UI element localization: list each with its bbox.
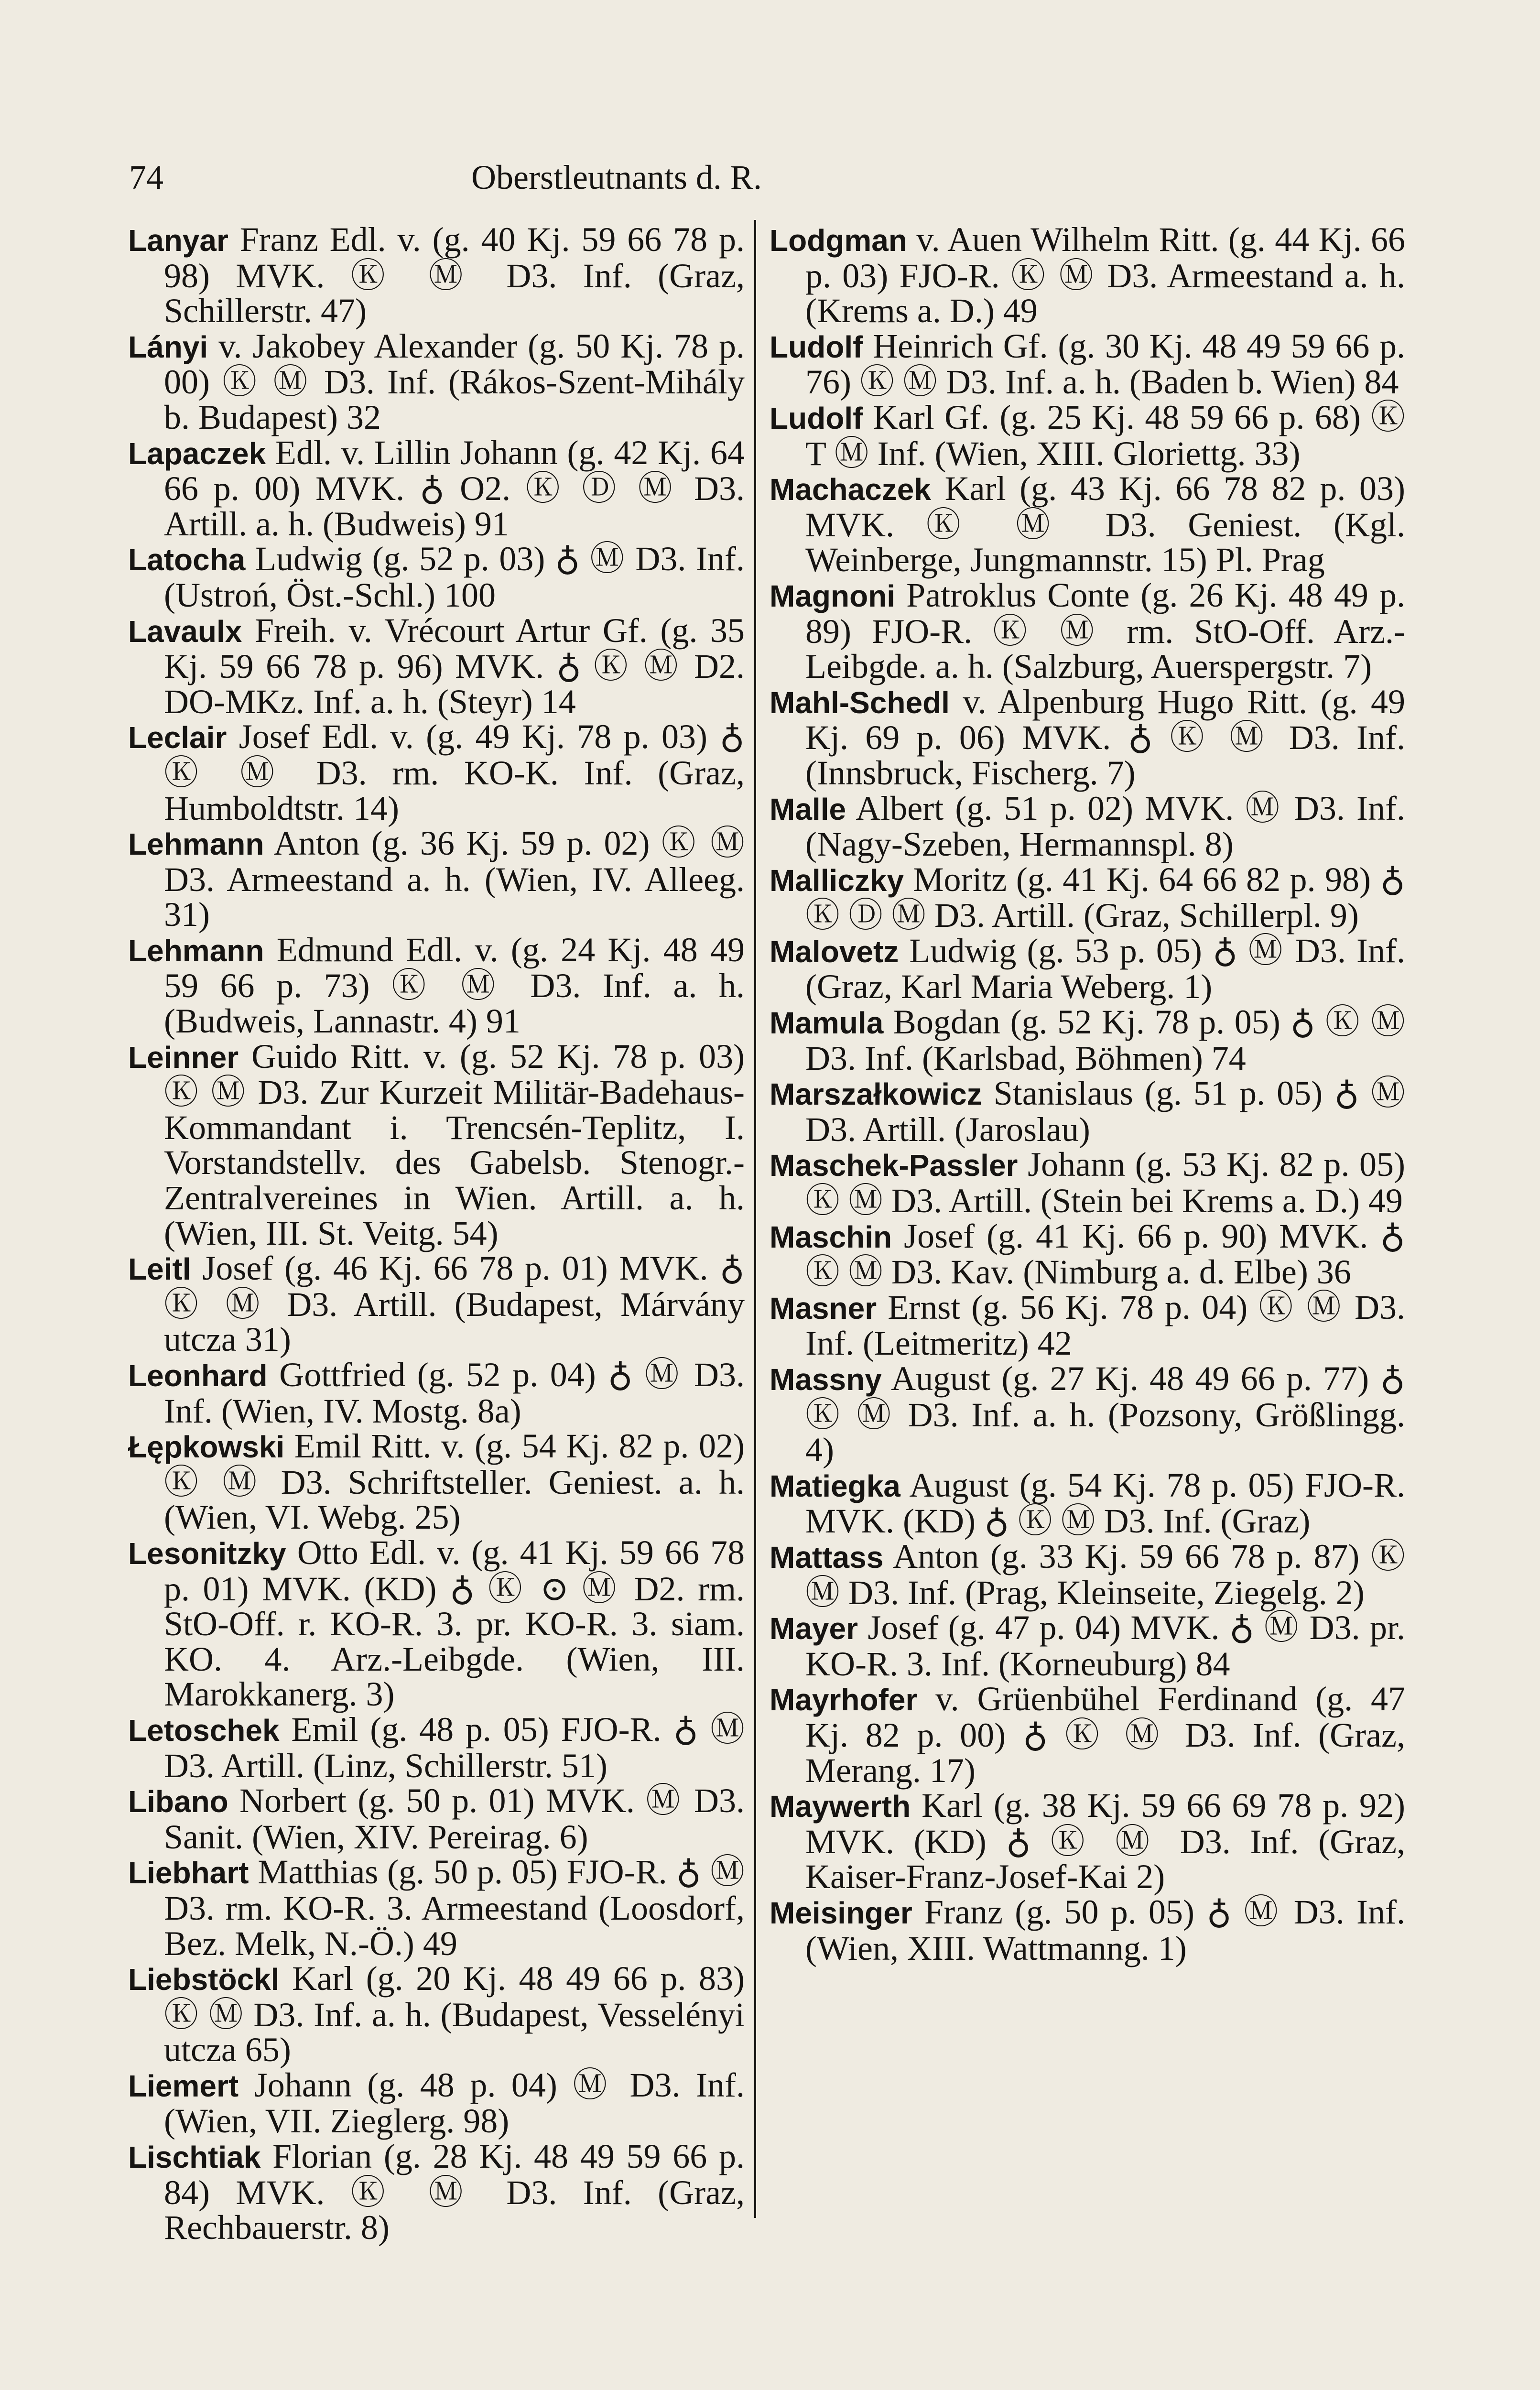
entry-text: Bogdan (g. 52 Kj. 78 p. 05) ♁ Ⓚ Ⓜ D3. Inf. (Karlsbad, Böhmen) 74 [805, 1003, 1405, 1077]
entry-text: Karl (g. 43 Kj. 66 78 82 p. 03) MVK. Ⓚ Ⓜ D3. Geniest. (Kgl. Weinberge, Jungmannstr. 15) Pl. Prag [805, 469, 1405, 579]
directory-entry [128, 1429, 745, 1535]
directory-entry [770, 1892, 1405, 1967]
entry-text: Heinrich Gf. (g. 30 Kj. 48 49 59 66 p. 76) Ⓚ Ⓜ D3. Inf. a. h. (Baden b. Wien) 84 [805, 326, 1405, 402]
entry-text: Stanislaus (g. 51 p. 05) ♁ Ⓜ D3. Artill. (Jaroslau) [805, 1074, 1405, 1149]
entry-name: Latocha [128, 543, 246, 577]
entry-name: Lanyar [128, 223, 228, 258]
entry-name: Mayer [770, 1611, 858, 1646]
entry-name: Lavaulx [128, 614, 242, 649]
directory-entry [770, 400, 1405, 471]
entry-name: Meisinger [770, 1895, 912, 1930]
entry-text: Ernst (g. 56 Kj. 78 p. 04) Ⓚ Ⓜ D3. Inf. (Leitmeritz) 42 [805, 1288, 1405, 1363]
entry-name: Lehmann [128, 827, 264, 862]
directory-entry [770, 1788, 1405, 1895]
directory-entry [128, 326, 745, 436]
column-divider [754, 220, 756, 2218]
entry-name: Masner [770, 1291, 877, 1325]
entry-name: Ludolf [770, 401, 863, 435]
entry-name: Mamula [770, 1006, 884, 1041]
entry-name: Lányi [128, 329, 208, 364]
entry-text: Karl (g. 38 Kj. 59 66 69 78 p. 92) MVK. (KD) ♁ Ⓚ Ⓜ D3. Inf. (Graz, Kaiser-Franz-Josef-Kai 2) [805, 1786, 1405, 1896]
entry-text: Karl (g. 20 Kj. 48 49 66 p. 83) Ⓚ Ⓜ D3. Inf. a. h. (Budapest, Vesselényi utcza 65) [164, 1959, 745, 2069]
directory-entry [770, 1610, 1405, 1682]
entry-text: Johann (g. 48 p. 04) Ⓜ D3. Inf. (Wien, VII. Zieglerg. 98) [164, 2065, 745, 2140]
entry-name: Lodgman [770, 223, 907, 258]
entry-text: v. Grüenbühel Ferdinand (g. 47 Kj. 82 p. 00) ♁ Ⓚ Ⓜ D3. Inf. (Graz, Merang. 17) [805, 1680, 1405, 1790]
entry-text: Anton (g. 33 Kj. 59 66 78 p. 87) Ⓚ Ⓜ D3. Inf. (Prag, Kleinseite, Ziegelg. 2) [805, 1537, 1405, 1612]
entry-text: Moritz (g. 41 Kj. 64 66 82 p. 98) ♁ Ⓚ Ⓓ Ⓜ D3. Artill. (Graz, Schillerpl. 9) [805, 860, 1405, 935]
entry-name: Magnoni [770, 578, 896, 613]
entry-name: Leitl [128, 1252, 191, 1287]
directory-entry [128, 1855, 745, 1961]
directory-entry [128, 1039, 745, 1251]
entry-text: Emil (g. 48 p. 05) FJO-R. ♁ Ⓜ D3. Artill. (Linz, Schillerstr. 51) [164, 1710, 745, 1785]
entry-text: Edmund Edl. v. (g. 24 Kj. 48 49 59 66 p. 73) Ⓚ Ⓜ D3. Inf. a. h. (Budweis, Lannastr. 4) 91 [164, 930, 745, 1041]
entry-text: Franz (g. 50 p. 05) ♁ Ⓜ D3. Inf. (Wien, XIII. Wattmanng. 1) [805, 1892, 1405, 1967]
entry-text: Ludwig (g. 53 p. 05) ♁ Ⓜ D3. Inf. (Graz, Karl Maria Weberg. 1) [805, 931, 1405, 1006]
entry-name: Liebhart [128, 1856, 249, 1890]
directory-entry [770, 1361, 1405, 1468]
directory-entry [128, 1783, 745, 1855]
entry-name: Łępkowski [128, 1430, 285, 1465]
directory-entry [770, 862, 1405, 934]
running-title: Oberstleutnants d. R. [471, 158, 762, 196]
directory-entry [128, 1712, 745, 1783]
directory-entry [770, 1147, 1405, 1218]
entry-text: Josef (g. 41 Kj. 66 p. 90) MVK. ♁ Ⓚ Ⓜ D3. Kav. (Nimburg a. d. Elbe) 36 [805, 1217, 1405, 1292]
directory-entry [770, 222, 1405, 329]
entry-name: Maywerth [770, 1789, 911, 1824]
entry-text: Ludwig (g. 52 p. 03) ♁ Ⓜ D3. Inf. (Ustroń, Öst.-Schl.) 100 [164, 540, 745, 614]
entry-name: Lischtiak [128, 2140, 261, 2175]
entry-name: Letoschek [128, 1713, 280, 1748]
entry-name: Ludolf [770, 329, 863, 364]
entry-name: Lapaczek [128, 436, 266, 471]
page-header [129, 143, 1104, 225]
entry-text: Edl. v. Lillin Johann (g. 42 Kj. 64 66 p. 00) MVK. ♁ O2. Ⓚ Ⓓ Ⓜ D3. Artill. a. h. (Budweis) 91 [164, 433, 745, 543]
directory-entry [770, 578, 1405, 684]
directory-entry [128, 613, 745, 720]
entry-name: Malle [770, 792, 846, 826]
directory-entry [770, 1290, 1405, 1361]
entry-text: v. Auen Wilhelm Ritt. (g. 44 Kj. 66 p. 03) FJO-R. Ⓚ Ⓜ D3. Armeestand a. h. (Krems a. D.) 49 [805, 220, 1405, 330]
entry-name: Leclair [128, 720, 227, 755]
directory-entry [128, 826, 745, 933]
directory-entry [770, 1682, 1405, 1788]
right-column [770, 222, 1405, 1966]
entry-name: Marszałkowicz [770, 1077, 982, 1112]
entry-name: Libano [128, 1784, 228, 1819]
entry-text: Gottfried (g. 52 p. 04) ♁ Ⓜ D3. Inf. (Wien, IV. Mostg. 8a) [164, 1356, 745, 1430]
entry-name: Malovetz [770, 934, 899, 969]
entry-text: Patroklus Conte (g. 26 Kj. 48 49 p. 89) FJO-R. Ⓚ Ⓜ rm. StO-Off. Arz.-Leibgde. a. h. (Salzburg, Auerspergstr. 7) [805, 576, 1405, 686]
entry-text: Anton (g. 36 Kj. 59 p. 02) Ⓚ Ⓜ D3. Armeestand a. h. (Wien, IV. Alleeg. 31) [164, 824, 745, 934]
entry-text: Guido Ritt. v. (g. 52 Kj. 78 p. 03) Ⓚ Ⓜ D3. Zur Kurzeit Militär-Badehaus-Kommandant i. Trencsén-Teplitz, I. Vorstandstellv. des Gabelsb. Stenogr.-Zentralvereines in Wien. Artill. a. h. (Wien, III. St. Veitg. 54) [164, 1037, 745, 1252]
directory-entry [128, 930, 745, 1041]
directory-entry [128, 542, 745, 613]
entry-text: Florian (g. 28 Kj. 48 49 59 66 p. 84) MVK. Ⓚ Ⓜ D3. Inf. (Graz, Rechbauerstr. 8) [164, 2137, 745, 2247]
directory-entry [770, 326, 1405, 402]
directory-entry [770, 471, 1405, 578]
entry-text: August (g. 54 Kj. 78 p. 05) FJO-R. MVK. (KD) ♁ Ⓚ Ⓜ D3. Inf. (Graz) [805, 1466, 1405, 1541]
directory-entry [128, 1961, 745, 2068]
entry-name: Lehmann [128, 933, 264, 968]
entry-text: Freih. v. Vrécourt Artur Gf. (g. 35 Kj. 59 66 78 p. 96) MVK. ♁ Ⓚ Ⓜ D2. DO-MKz. Inf. a. h. (Steyr) 14 [164, 611, 745, 721]
entry-text: Josef (g. 47 p. 04) MVK. ♁ Ⓜ D3. pr. KO-R. 3. Inf. (Korneuburg) 84 [805, 1608, 1405, 1683]
entry-name: Massny [770, 1362, 882, 1397]
entry-name: Malliczky [770, 863, 904, 898]
directory-entry [128, 2139, 745, 2246]
entry-text: Josef Edl. v. (g. 49 Kj. 78 p. 03) ♁ Ⓚ Ⓜ D3. rm. KO-K. Inf. (Graz, Humboldtstr. 14) [164, 717, 745, 827]
entry-text: Matthias (g. 50 p. 05) FJO-R. ♁ Ⓜ D3. rm. KO-R. 3. Armeestand (Loosdorf, Bez. Melk, N.-Ö.) 49 [164, 1853, 745, 1963]
directory-entry [128, 1251, 745, 1358]
directory-entry [128, 2065, 745, 2140]
entry-text: Norbert (g. 50 p. 01) MVK. Ⓜ D3. Sanit. (Wien, XIV. Pereirag. 6) [164, 1782, 745, 1856]
entry-name: Liemert [128, 2068, 239, 2103]
entry-name: Lesonitzky [128, 1536, 286, 1571]
directory-entry [770, 684, 1405, 791]
directory-entry [770, 791, 1405, 862]
entry-text: Karl Gf. (g. 25 Kj. 48 59 66 p. 68) Ⓚ T Ⓜ Inf. (Wien, XIII. Gloriettg. 33) [805, 398, 1405, 473]
directory-entry [128, 222, 745, 329]
entry-name: Maschin [770, 1219, 892, 1254]
entry-name: Leinner [128, 1040, 239, 1075]
page-number: 74 [129, 158, 163, 196]
entry-name: Maschek-Passler [770, 1148, 1018, 1183]
directory-entry [770, 1219, 1405, 1290]
entry-text: Josef (g. 46 Kj. 66 78 p. 01) MVK. ♁ Ⓚ Ⓜ D3. Artill. (Budapest, Márvány utcza 31) [164, 1249, 745, 1359]
directory-entry [770, 1468, 1405, 1539]
directory-entry [128, 1358, 745, 1429]
entry-text: August (g. 27 Kj. 48 49 66 p. 77) ♁ Ⓚ Ⓜ D3. Inf. a. h. (Pozsony, Größlingg. 4) [805, 1359, 1405, 1469]
entry-name: Matiegka [770, 1468, 900, 1503]
directory-entry [128, 719, 745, 826]
directory-entry [770, 1076, 1405, 1147]
entry-name: Mahl-Schedl [770, 685, 950, 720]
entry-name: Liebstöckl [128, 1962, 280, 1997]
entry-text: Emil Ritt. v. (g. 54 Kj. 82 p. 02) Ⓚ Ⓜ D3. Schriftsteller. Geniest. a. h. (Wien, VI. Webg. 25) [164, 1427, 745, 1537]
left-column [128, 222, 745, 2246]
entry-text: v. Alpenburg Hugo Ritt. (g. 49 Kj. 69 p. 06) MVK. ♁ Ⓚ Ⓜ D3. Inf. (Innsbruck, Fischerg. 7) [805, 682, 1405, 792]
entry-text: v. Jakobey Alexander (g. 50 Kj. 78 p. 00) Ⓚ Ⓜ D3. Inf. (Rákos-Szent-Mihály b. Budapest) 32 [164, 326, 745, 436]
entry-name: Leonhard [128, 1358, 268, 1393]
entry-text: Otto Edl. v. (g. 41 Kj. 59 66 78 p. 01) MVK. (KD) ♁ Ⓚ ⊙ Ⓜ D2. rm. StO-Off. r. KO-R. 3. pr. KO-R. 3. siam. KO. 4. Arz.-Leibgde. (Wien, III. Marokkanerg. 3) [164, 1533, 745, 1714]
entry-text: Albert (g. 51 p. 02) MVK. Ⓜ D3. Inf. (Nagy-Szeben, Hermannspl. 8) [805, 789, 1405, 864]
directory-entry [770, 1005, 1405, 1076]
entry-name: Mayrhofer [770, 1683, 918, 1717]
directory-entry [770, 931, 1405, 1006]
entry-name: Machaczek [770, 472, 931, 507]
entry-text: Franz Edl. v. (g. 40 Kj. 59 66 78 p. 98) MVK. Ⓚ Ⓜ D3. Inf. (Graz, Schillerstr. 47) [164, 220, 745, 330]
directory-entry [128, 1535, 745, 1712]
directory-entry [770, 1539, 1405, 1610]
directory-entry [128, 435, 745, 542]
entry-text: Johann (g. 53 Kj. 82 p. 05) Ⓚ Ⓜ D3. Artill. (Stein bei Krems a. D.) 49 [805, 1145, 1405, 1220]
entry-name: Mattass [770, 1540, 884, 1575]
